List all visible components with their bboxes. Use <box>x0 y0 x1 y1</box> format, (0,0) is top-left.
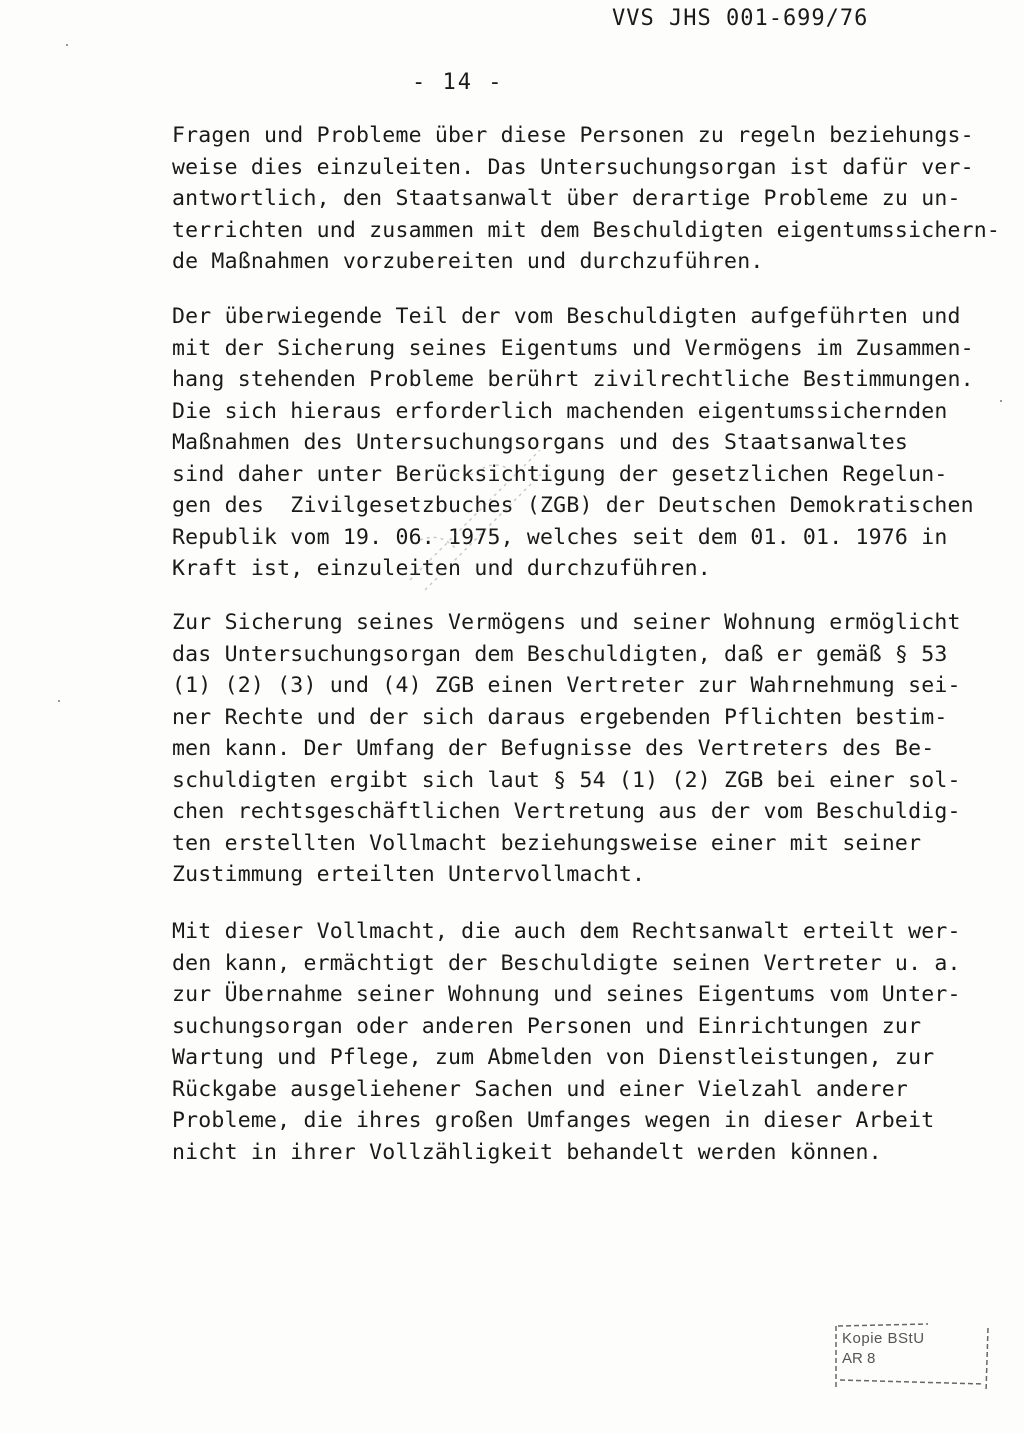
paper-speck <box>1000 400 1002 402</box>
text-line: Maßnahmen des Untersuchungsorgans und des Staatsanwaltes <box>172 430 909 455</box>
text-line: zur Übernahme seiner Wohnung und seines Eigentums vom Unter- <box>172 982 961 1007</box>
paragraph-3 <box>172 607 972 891</box>
text-line: Wartung und Pflege, zum Abmelden von Dienstleistungen, zur <box>172 1045 935 1070</box>
text-line: den kann, ermächtigt der Beschuldigte seinen Vertreter u. a. <box>172 950 961 976</box>
text-line: Die sich hieraus erforderlich machenden eigentumssichernden <box>172 398 948 424</box>
text-line: Der überwiegende Teil der vom Beschuldigten aufgeführten und <box>172 304 961 329</box>
text-line: (1) (2) (3) und (4) ZGB einen Vertreter zur Wahrnehmung sei- <box>172 673 961 698</box>
text-line: das Untersuchungsorgan dem Beschuldigten, daß er gemäß § 53 <box>172 641 948 667</box>
text-line: Rückgabe ausgeliehener Sachen und einer Vielzahl anderer <box>172 1076 909 1102</box>
text-line: Mit dieser Vollmacht, die auch dem Rechtsanwalt erteilt wer- <box>172 919 961 944</box>
page-number: - 14 - <box>412 70 504 95</box>
text-line: men kann. Der Umfang der Befugnisse des Vertreters des Be- <box>172 736 935 761</box>
paper-speck <box>66 44 68 46</box>
archive-stamp <box>828 1322 996 1396</box>
text-line: gen des Zivilgesetzbuches (ZGB) der Deutschen Demokratischen <box>172 493 974 518</box>
text-line: Kraft ist, einzuleiten und durchzuführen. <box>172 556 711 581</box>
text-line: mit der Sicherung seines Eigentums und Vermögens im Zusammen- <box>172 335 974 361</box>
text-line: ner Rechte und der sich daraus ergebenden Pflichten bestim- <box>172 704 948 730</box>
text-line: sind daher unter Berücksichtigung der gesetzlichen Regelun- <box>172 461 948 487</box>
text-line: Fragen und Probleme über diese Personen zu regeln beziehungs- <box>172 123 974 148</box>
text-line: ten erstellten Vollmacht beziehungsweise einer mit seiner <box>172 830 922 856</box>
text-line: terrichten und zusammen mit dem Beschuldigten eigentumssichern- <box>172 217 1001 243</box>
text-line: nicht in ihrer Vollzähligkeit behandelt werden können. <box>172 1139 882 1165</box>
text-line: hang stehenden Probleme berührt zivilrechtliche Bestimmungen. <box>172 367 974 392</box>
text-line: antwortlich, den Staatsanwalt über derartige Probleme zu un- <box>172 186 961 211</box>
text-line: chen rechtsgeschäftlichen Vertretung aus der vom Beschuldig- <box>172 799 961 824</box>
text-line: Zur Sicherung seines Vermögens und seiner Wohnung ermöglicht <box>172 610 961 635</box>
paragraph-1 <box>172 120 1001 278</box>
text-line: Republik vom 19. 06. 1975, welches seit dem 01. 01. 1976 in <box>172 524 948 550</box>
text-line: weise dies einzuleiten. Das Untersuchungsorgan ist dafür ver- <box>172 154 974 180</box>
stamp-text-kopie: Kopie BStU <box>842 1330 925 1347</box>
paper-speck <box>58 700 60 702</box>
paragraph-2 <box>172 301 972 585</box>
document-reference: VVS JHS 001-699/76 <box>612 6 869 31</box>
stamp-text-ar: AR 8 <box>842 1350 876 1367</box>
text-line: de Maßnahmen vorzubereiten und durchzuführen. <box>172 249 764 274</box>
text-line: suchungsorgan oder anderen Personen und Einrichtungen zur <box>172 1013 922 1039</box>
text-line: schuldigten ergibt sich laut § 54 (1) (2) ZGB bei einer sol- <box>172 767 961 793</box>
text-line: Zustimmung erteilten Untervollmacht. <box>172 862 646 887</box>
text-line: Probleme, die ihres großen Umfanges wegen in dieser Arbeit <box>172 1108 935 1133</box>
paragraph-4 <box>172 916 972 1168</box>
